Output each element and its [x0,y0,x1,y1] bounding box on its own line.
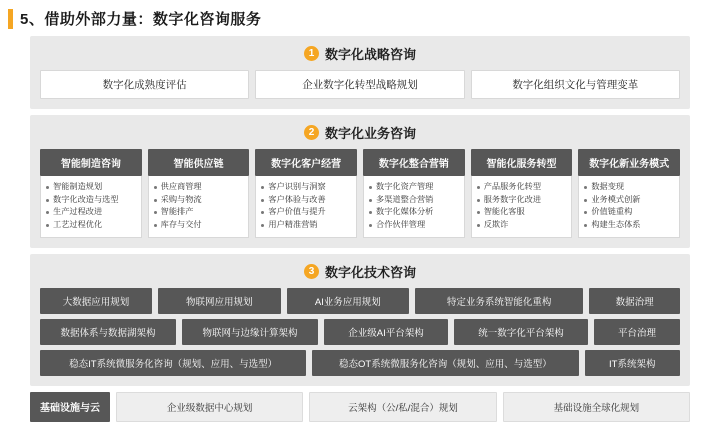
list-item: 智能制造规划 [46,181,137,194]
strategy-number-badge: 1 [304,46,319,61]
list-item: 采购与物流 [154,194,245,207]
technology-cell[interactable]: 数据治理 [589,288,680,314]
business-column [255,149,357,238]
technology-cell[interactable]: 平台治理 [594,319,680,345]
business-column-body [363,176,465,238]
technology-cell[interactable]: 物联网应用规划 [158,288,281,314]
slide-root [0,8,720,413]
business-columns [40,149,680,238]
list-item: 业务模式创新 [584,194,675,207]
list-item: 合作伙伴管理 [369,219,460,232]
business-column [578,149,680,238]
technology-cell[interactable]: 大数据应用规划 [40,288,152,314]
infrastructure-item[interactable]: 云架构（公/私/混合）规划 [309,392,496,422]
business-column [363,149,465,238]
list-item: 供应商管理 [154,181,245,194]
business-column-body [255,176,357,238]
business-number-badge: 2 [304,125,319,140]
technology-cell[interactable]: 稳态IT系统微服务化咨询（规划、应用、与选型） [40,350,306,376]
business-column-header[interactable]: 智能化服务转型 [471,149,573,176]
technology-row [40,350,680,376]
infrastructure-label: 基础设施与云 [30,392,110,422]
business-column-header[interactable]: 数字化新业务模式 [578,149,680,176]
technology-row [40,319,680,345]
list-item: 客户识别与洞察 [261,181,352,194]
business-column [471,149,573,238]
business-column-body [40,176,142,238]
title-text: 5、借助外部力量：数字化咨询服务 [20,11,262,28]
technology-cell[interactable]: 物联网与边缘计算架构 [182,319,318,345]
technology-cell[interactable]: 特定业务系统智能化重构 [415,288,583,314]
business-band-header [40,123,680,142]
list-item: 价值链重构 [584,206,675,219]
list-item: 生产过程改进 [46,206,137,219]
technology-row [40,288,680,314]
strategy-items-row [40,70,680,99]
technology-band [30,254,690,386]
list-item: 智能化客服 [477,206,568,219]
technology-cell[interactable]: 数据体系与数据湖架构 [40,319,176,345]
technology-cell[interactable]: 统一数字化平台架构 [454,319,588,345]
strategy-item[interactable]: 数字化成熟度评估 [40,70,249,99]
list-item: 数字化改造与选型 [46,194,137,207]
list-item: 数字化资产管理 [369,181,460,194]
list-item: 产品服务化转型 [477,181,568,194]
list-item: 数字化媒体分析 [369,206,460,219]
strategy-item[interactable]: 企业数字化转型战略规划 [255,70,464,99]
technology-band-title: 数字化技术咨询 [324,264,416,280]
business-column-body [578,176,680,238]
strategy-band [30,36,690,109]
list-item: 用户精准营销 [261,219,352,232]
strategy-item[interactable]: 数字化组织文化与管理变革 [471,70,680,99]
infrastructure-row [30,392,690,422]
technology-cell[interactable]: 稳态OT系统微服务化咨询（规划、应用、与选型） [312,350,578,376]
infrastructure-item[interactable]: 基础设施全球化规划 [503,392,690,422]
business-column [148,149,250,238]
list-item: 多渠道整合营销 [369,194,460,207]
business-column-body [471,176,573,238]
page-title [8,8,720,29]
business-band-title: 数字化业务咨询 [324,126,416,141]
technology-band-header [40,262,680,281]
strategy-band-title: 数字化战略咨询 [324,47,416,62]
list-item: 反欺诈 [477,219,568,232]
business-column-header[interactable]: 智能供应链 [148,149,250,176]
business-column-header[interactable]: 数字化客户经营 [255,149,357,176]
technology-cell[interactable]: IT系统架构 [585,350,681,376]
technology-cell[interactable]: AI业务应用规划 [287,288,410,314]
business-column-header[interactable]: 智能制造咨询 [40,149,142,176]
business-column [40,149,142,238]
business-column-header[interactable]: 数字化整合营销 [363,149,465,176]
infrastructure-item[interactable]: 企业级数据中心规划 [116,392,303,422]
strategy-band-header [40,44,680,63]
list-item: 工艺过程优化 [46,219,137,232]
list-item: 库存与交付 [154,219,245,232]
list-item: 客户体验与改善 [261,194,352,207]
list-item: 客户价值与提升 [261,206,352,219]
list-item: 智能排产 [154,206,245,219]
technology-cell[interactable]: 企业级AI平台架构 [324,319,448,345]
business-column-body [148,176,250,238]
technology-number-badge: 3 [304,264,319,279]
list-item: 服务数字化改进 [477,194,568,207]
title-accent-bar [8,9,13,29]
list-item: 构建生态体系 [584,219,675,232]
list-item: 数据变现 [584,181,675,194]
business-band [30,115,690,248]
